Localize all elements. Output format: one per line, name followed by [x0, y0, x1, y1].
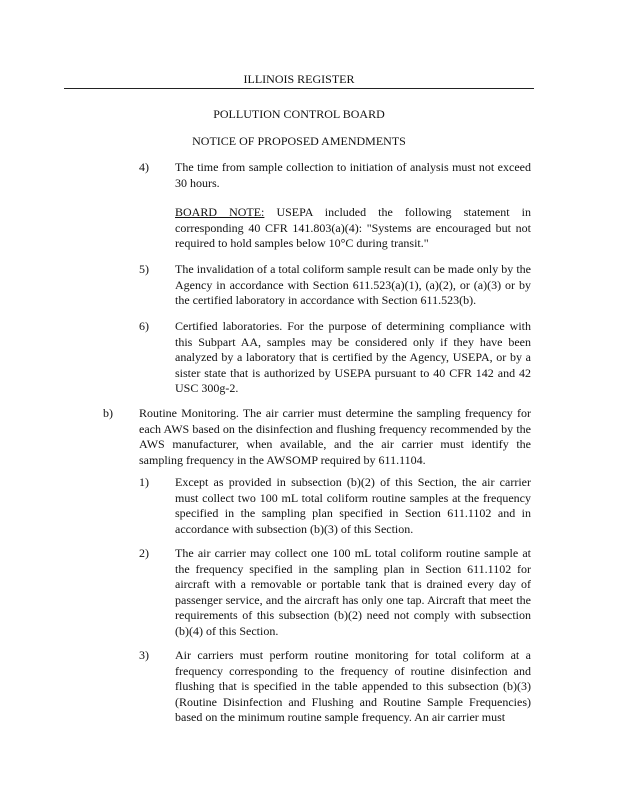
- header-rule: [64, 88, 534, 89]
- item-4-number: 4): [139, 160, 149, 174]
- board-title: POLLUTION CONTROL BOARD: [213, 107, 385, 121]
- item-b1-text: Except as provided in subsection (b)(2) of this Section, the air carrier must collect two 100 mL total coliform routine samples at the frequency specified in the sampling plan specified in Section 611.1102 and in accordance with subsection (b)(3) of this Section.: [175, 475, 531, 536]
- item-6-text: Certified laboratories. For the purpose of determining compliance with this Subpart AA, samples may be considered only if they have been analyzed by a laboratory that is certified by the Agency, USEPA, or by a sister state that is authorized by USEPA pursuant to 40 CFR 142 and 42 USC 300g-2.: [175, 319, 531, 395]
- item-b-text: Routine Monitoring. The air carrier must determine the sampling frequency for each AWS based on the disinfection and flushing frequency recommended by the AWS manufacturer, when available, and the air carrier must identify the sampling frequency in the AWSOMP required by 611.1104.: [139, 406, 531, 467]
- item-b3-text: Air carriers must perform routine monitoring for total coliform at a frequency corresponding to the frequency of routine disinfection and flushing that is specified in the table appended to this subsection (b)(3) (Routine Disinfection and Flushing and Routine Sample Frequencies) based on the minimum routine sample frequency. An air carrier must: [175, 648, 531, 724]
- item-b-number: b): [103, 406, 113, 420]
- notice-title: NOTICE OF PROPOSED AMENDMENTS: [192, 134, 406, 148]
- item-5-text: The invalidation of a total coliform sample result can be made only by the Agency in accordance with Section 611.523(a)(1), (a)(2), or (a)(3) or by the certified laboratory in accordance with Section 611.523(b).: [175, 262, 531, 307]
- item-b2-text: The air carrier may collect one 100 mL total coliform routine sample at the frequency specified in the sampling plan in Section 611.1102 for aircraft with a removable or portable tank that is drained every day of passenger service, and the aircraft has only one tap. Aircraft that meet the requirements of this subsection (b)(2) need not comply with subsection (b)(4) of this Section.: [175, 546, 531, 638]
- item-b2-number: 2): [139, 546, 149, 560]
- register-title: ILLINOIS REGISTER: [243, 72, 355, 86]
- item-b1-number: 1): [139, 475, 149, 489]
- item-4-text: The time from sample collection to initiation of analysis must not exceed 30 hours.: [175, 160, 531, 190]
- item-b3-number: 3): [139, 648, 149, 662]
- item-5-number: 5): [139, 262, 149, 276]
- board-note: [175, 205, 531, 252]
- board-note-label: BOARD NOTE:: [175, 205, 265, 219]
- item-6-number: 6): [139, 319, 149, 333]
- board-note-text: USEPA included the following statement in corresponding 40 CFR 141.803(a)(4): "Systems are encouraged but not required to hold samples below 10°C during transit.": [175, 205, 531, 250]
